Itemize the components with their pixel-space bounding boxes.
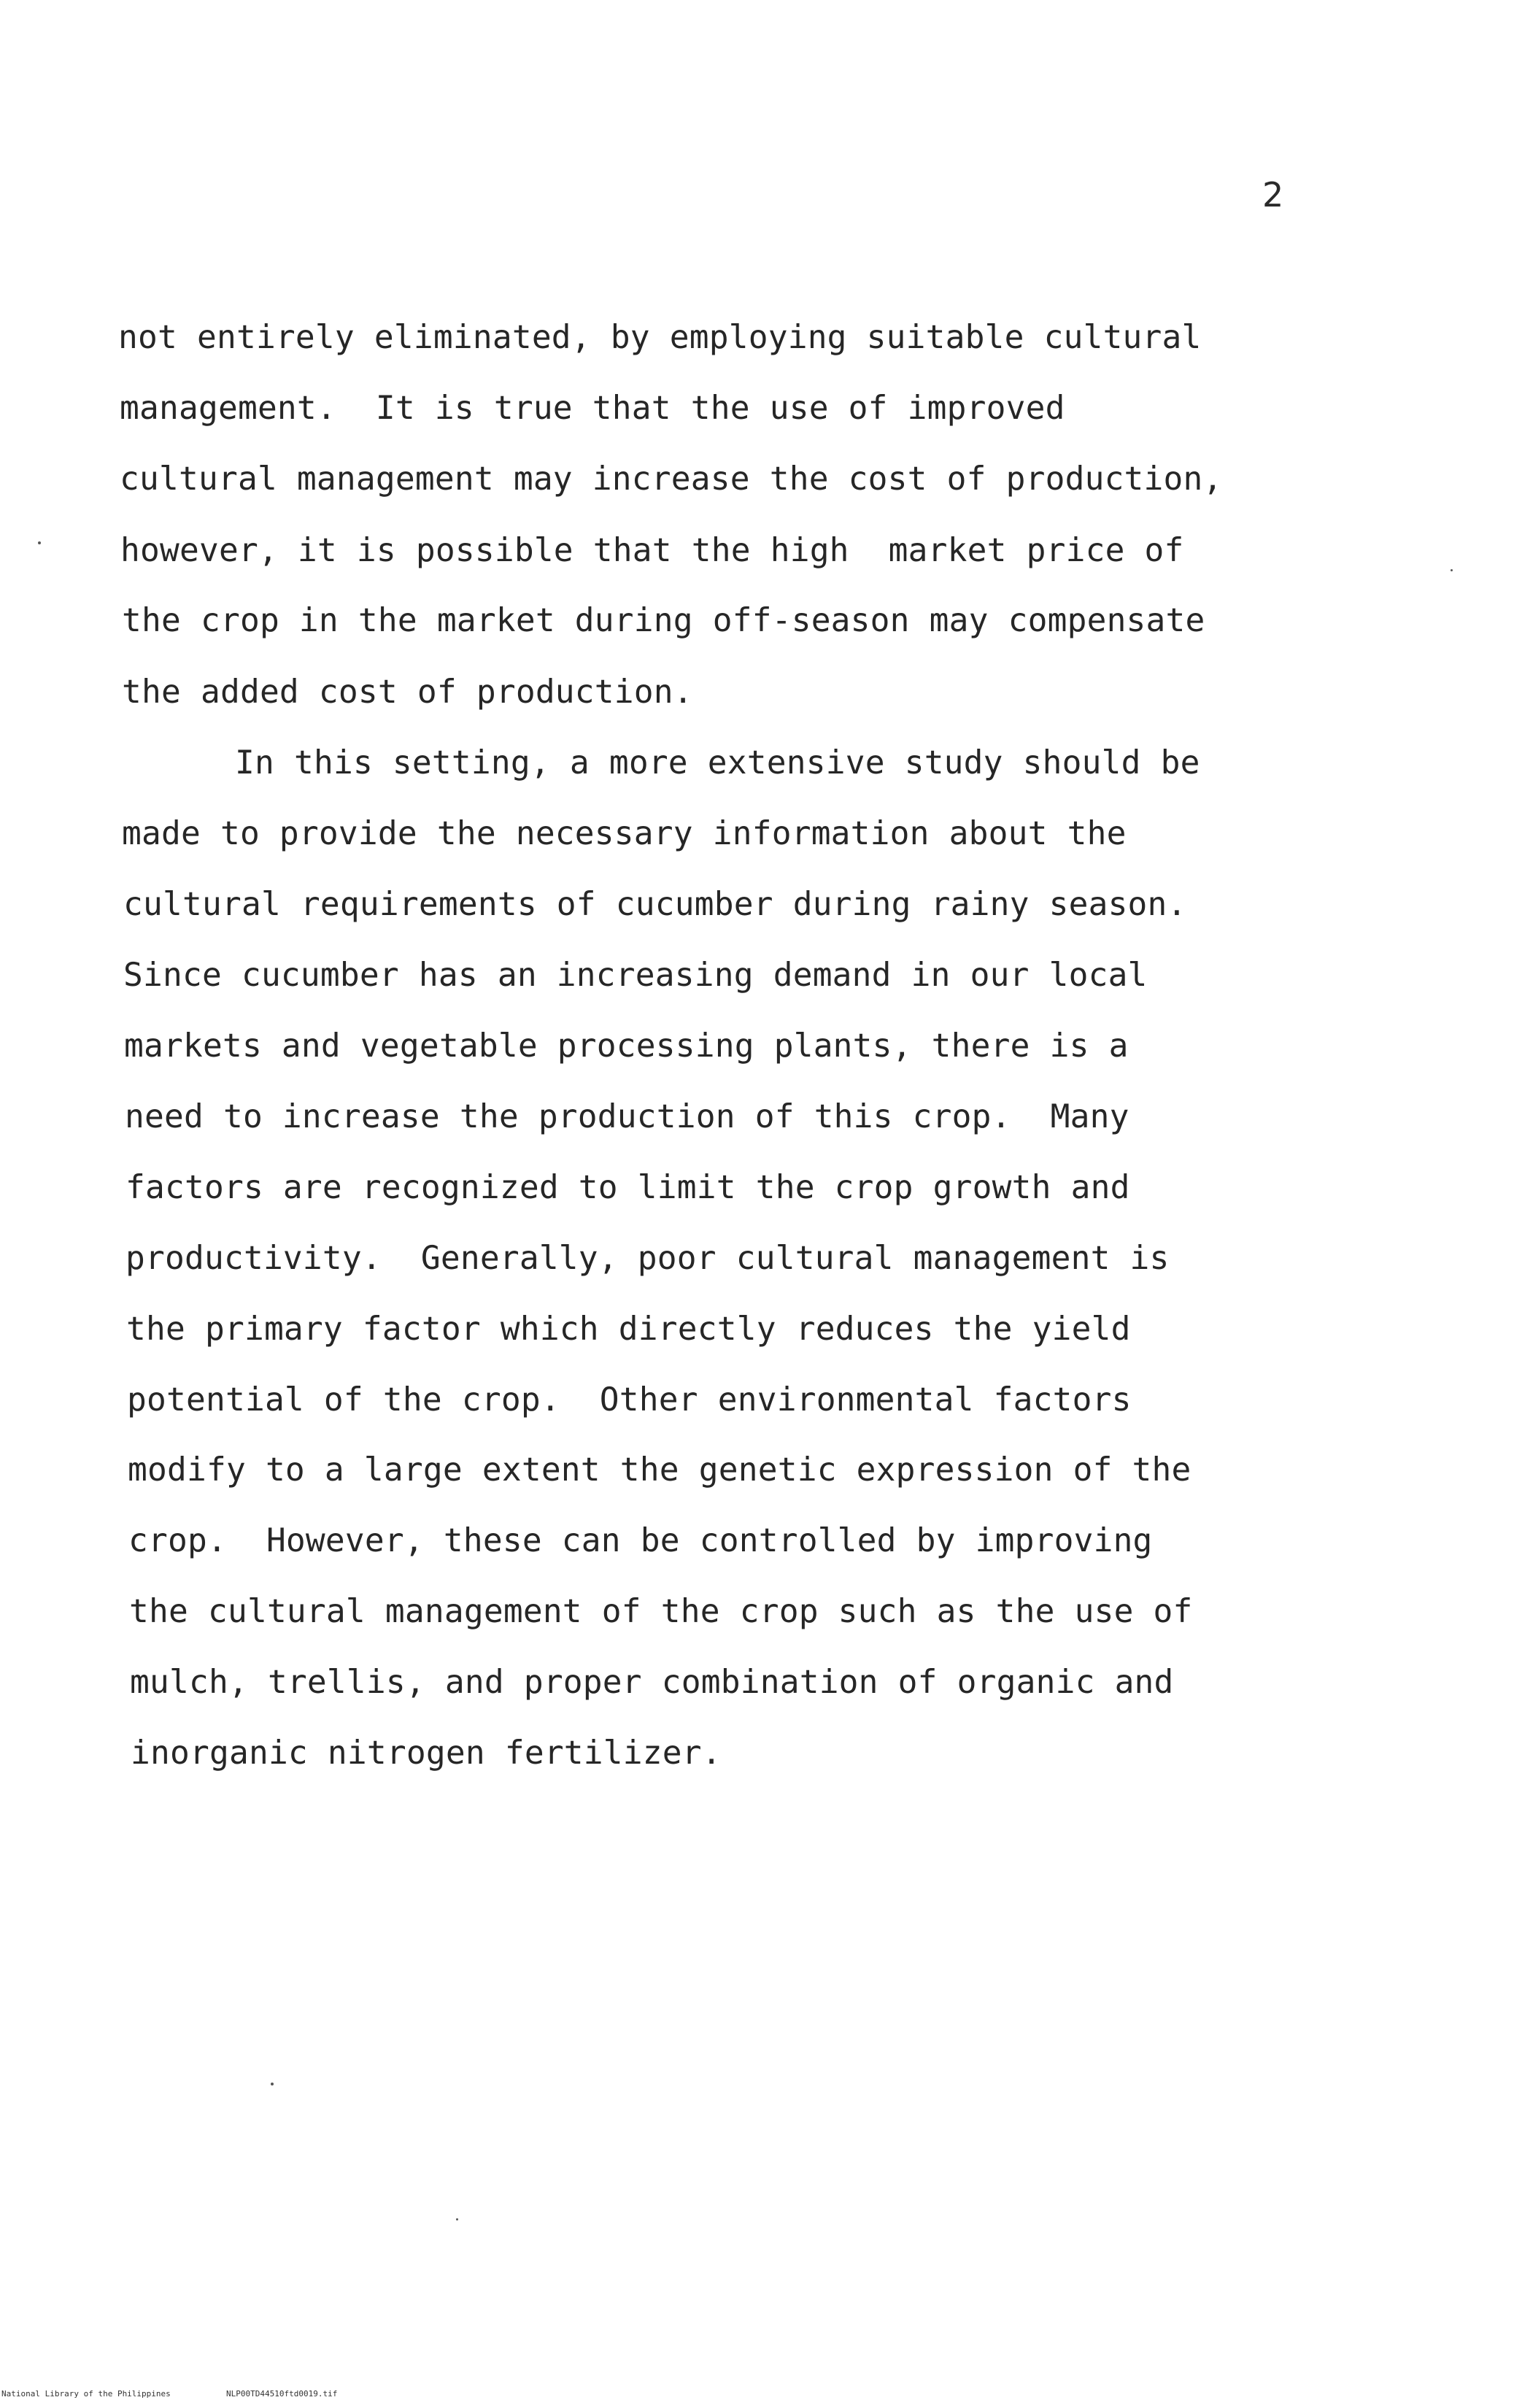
text-line: crop. However, these can be controlled by improving bbox=[128, 1522, 1153, 1559]
footer-filename: NLP00TD44510ftd0019.tif bbox=[226, 2389, 338, 2399]
scan-speck bbox=[1451, 569, 1453, 571]
text-line: made to provide the necessary information about the bbox=[122, 815, 1127, 852]
text-line: markets and vegetable processing plants, there is a bbox=[124, 1027, 1129, 1065]
text-line: inorganic nitrogen fertilizer. bbox=[131, 1734, 722, 1772]
text-line: management. It is true that the use of improved bbox=[120, 390, 1065, 427]
text-line: the added cost of production. bbox=[122, 674, 693, 711]
text-line: factors are recognized to limit the crop growth and bbox=[125, 1169, 1130, 1206]
page-number: 2 bbox=[1262, 175, 1284, 215]
text-line: the crop in the market during off-season may compensate bbox=[122, 602, 1205, 639]
text-line: Since cucumber has an increasing demand in our local bbox=[123, 957, 1148, 994]
text-line: the primary factor which directly reduces the yield bbox=[126, 1311, 1131, 1348]
text-line: however, it is possible that the high market price of bbox=[120, 532, 1184, 569]
text-line: need to increase the production of this crop. Many bbox=[125, 1098, 1129, 1135]
scan-speck bbox=[38, 541, 41, 544]
text-line: productivity. Generally, poor cultural management is bbox=[125, 1240, 1170, 1277]
scan-speck bbox=[456, 2218, 458, 2220]
text-line: mulch, trellis, and proper combination of organic and bbox=[130, 1664, 1174, 1701]
text-line: cultural requirements of cucumber during rainy season. bbox=[123, 886, 1187, 923]
text-line: potential of the crop. Other environmental factors bbox=[127, 1381, 1132, 1419]
text-line: not entirely eliminated, by employing suitable cultural bbox=[118, 319, 1202, 356]
scan-speck bbox=[271, 2083, 274, 2085]
footer-library-credit: National Library of the Philippines bbox=[1, 2389, 171, 2399]
text-line: the cultural management of the crop such as the use of bbox=[129, 1593, 1193, 1630]
text-line: In this setting, a more extensive study should be bbox=[235, 744, 1200, 782]
text-line: cultural management may increase the cost of production, bbox=[120, 460, 1223, 498]
text-line: modify to a large extent the genetic expression of the bbox=[128, 1451, 1191, 1489]
